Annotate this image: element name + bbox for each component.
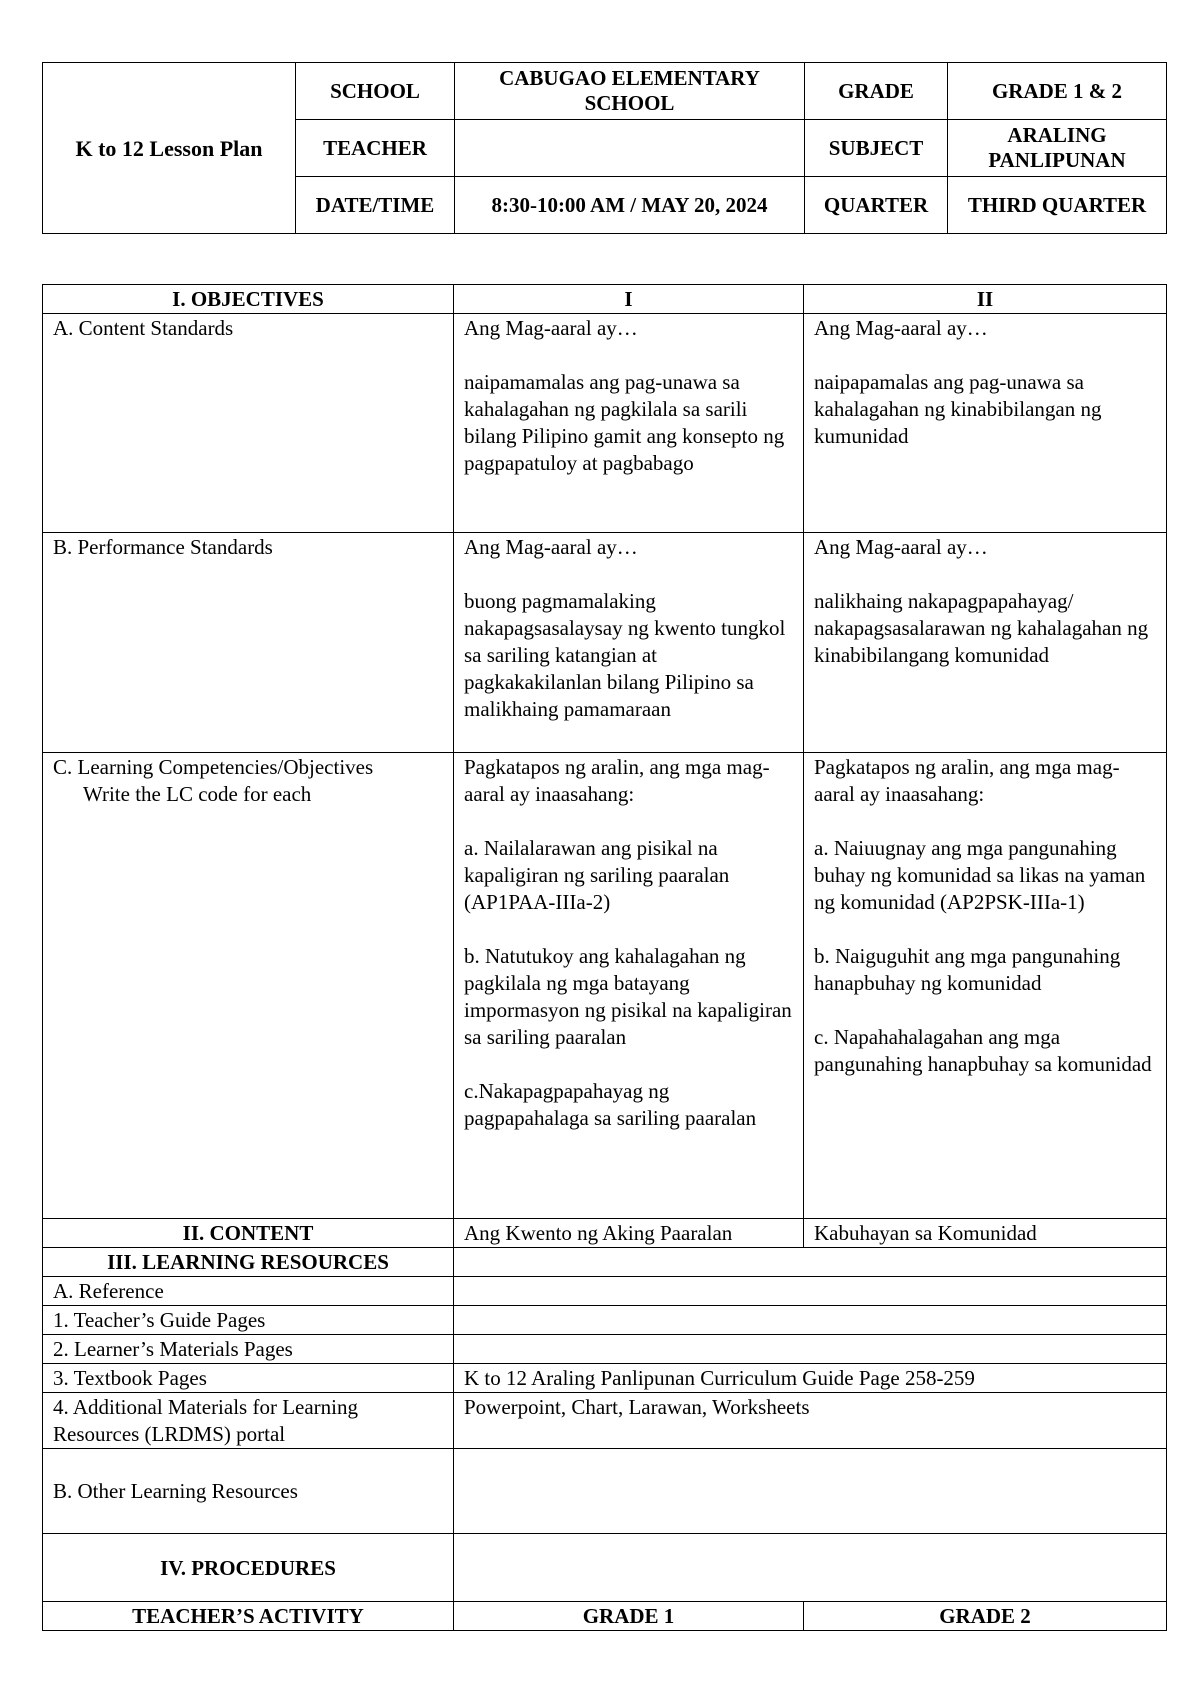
content-heading: II. CONTENT [43,1219,454,1248]
resources-heading: III. LEARNING RESOURCES [43,1248,454,1277]
competencies-g2-b: b. Naiguguhit ang mga pangunahing hanapbuhay ng komunidad [814,944,1121,995]
datetime-label: DATE/TIME [296,177,455,234]
competencies-g1-b: b. Natutukoy ang kahalagahan ng pagkilala ng mga batayang impormasyon ng pisikal na kapaligiran sa sariling paaralan [464,944,792,1049]
grade-2-heading: GRADE 2 [804,1602,1167,1631]
resources-heading-value [454,1248,1167,1277]
learners-materials-label: 2. Learner’s Materials Pages [43,1335,454,1364]
competencies-g1-c: c.Nakapagpapahayag ng pagpapahalaga sa sariling paaralan [464,1079,757,1130]
teacher-activity-heading: TEACHER’S ACTIVITY [43,1602,454,1631]
competencies-g2-a: a. Naiuugnay ang mga pangunahing buhay ng komunidad sa likas na yaman ng komunidad (AP2PSK-IIIa-1) [814,836,1146,914]
school-label: SCHOOL [296,63,455,120]
teachers-guide-label: 1. Teacher’s Guide Pages [43,1306,454,1335]
learners-materials-value [454,1335,1167,1364]
grade-1-heading: GRADE 1 [454,1602,804,1631]
competencies-label-cell [43,753,454,1219]
content-standards-g2 [804,314,1167,533]
competencies-label: C. Learning Competencies/Objectives [53,755,374,779]
grade-label: GRADE [805,63,948,120]
additional-materials-label: 4. Additional Materials for Learning Resources (LRDMS) portal [43,1393,454,1449]
content-g1: Ang Kwento ng Aking Paaralan [454,1219,804,1248]
competencies-g2 [804,753,1167,1219]
textbook-pages-value: K to 12 Araling Panlipunan Curriculum Guide Page 258-259 [454,1364,1167,1393]
lesson-plan-header-table [42,62,1167,234]
column-grade-ii: II [804,285,1167,314]
competencies-sublabel: Write the LC code for each [83,782,312,806]
performance-standards-g2 [804,533,1167,753]
competencies-g2-intro: Pagkatapos ng aralin, ang mga mag-aaral ay inaasahang: [814,755,1120,806]
content-standards-g1 [454,314,804,533]
subject-label: SUBJECT [805,120,948,177]
procedures-heading: IV. PROCEDURES [43,1534,454,1602]
reference-value [454,1277,1167,1306]
additional-materials-value: Powerpoint, Chart, Larawan, Worksheets [454,1393,1167,1449]
performance-standards-g1 [454,533,804,753]
reference-label: A. Reference [43,1277,454,1306]
teacher-value [455,120,805,177]
competencies-g2-c: c. Napahahalagahan ang mga pangunahing hanapbuhay sa komunidad [814,1025,1152,1076]
performance-standards-g1-text: buong pagmamalaking nakapagsasalaysay ng kwento tungkol sa sariling katangian at pagkakakilanlan bilang Pilipino sa malikhaing pamamaraan [464,589,786,721]
content-standards-g2-text: naipapamalas ang pag-unawa sa kahalagahan ng kinabibilangan ng kumunidad [814,370,1102,448]
performance-standards-label: B. Performance Standards [43,533,454,753]
column-grade-i: I [454,285,804,314]
lesson-plan-main-table [42,284,1167,1631]
competencies-g1-intro: Pagkatapos ng aralin, ang mga mag-aaral ay inaasahang: [464,755,770,806]
content-standards-g1-intro: Ang Mag-aaral ay… [464,316,638,340]
performance-standards-g2-text: nalikhaing nakapagpapahayag/ nakapagsasalarawan ng kahalagahan ng kinabibilangang komunidad [814,589,1149,667]
other-resources-value [454,1449,1167,1534]
content-standards-label: A. Content Standards [43,314,454,533]
content-standards-g1-text: naipamamalas ang pag-unawa sa kahalagahan ng pagkilala sa sarili bilang Pilipino gamit ang konsepto ng pagpapatuloy at pagbabago [464,370,785,475]
objectives-heading: I. OBJECTIVES [43,285,454,314]
plan-title: K to 12 Lesson Plan [43,63,296,234]
quarter-value: THIRD QUARTER [948,177,1167,234]
teachers-guide-value [454,1306,1167,1335]
content-g2: Kabuhayan sa Komunidad [804,1219,1167,1248]
competencies-g1 [454,753,804,1219]
performance-standards-g1-intro: Ang Mag-aaral ay… [464,535,638,559]
teacher-label: TEACHER [296,120,455,177]
quarter-label: QUARTER [805,177,948,234]
other-resources-label: B. Other Learning Resources [43,1449,454,1534]
content-standards-g2-intro: Ang Mag-aaral ay… [814,316,988,340]
competencies-g1-a: a. Nailalarawan ang pisikal na kapaligiran ng sariling paaralan (AP1PAA-IIIa-2) [464,836,730,914]
textbook-pages-label: 3. Textbook Pages [43,1364,454,1393]
subject-value: ARALING PANLIPUNAN [948,120,1167,177]
performance-standards-g2-intro: Ang Mag-aaral ay… [814,535,988,559]
grade-value: GRADE 1 & 2 [948,63,1167,120]
procedures-value [454,1534,1167,1602]
school-value: CABUGAO ELEMENTARY SCHOOL [455,63,805,120]
datetime-value: 8:30-10:00 AM / MAY 20, 2024 [455,177,805,234]
